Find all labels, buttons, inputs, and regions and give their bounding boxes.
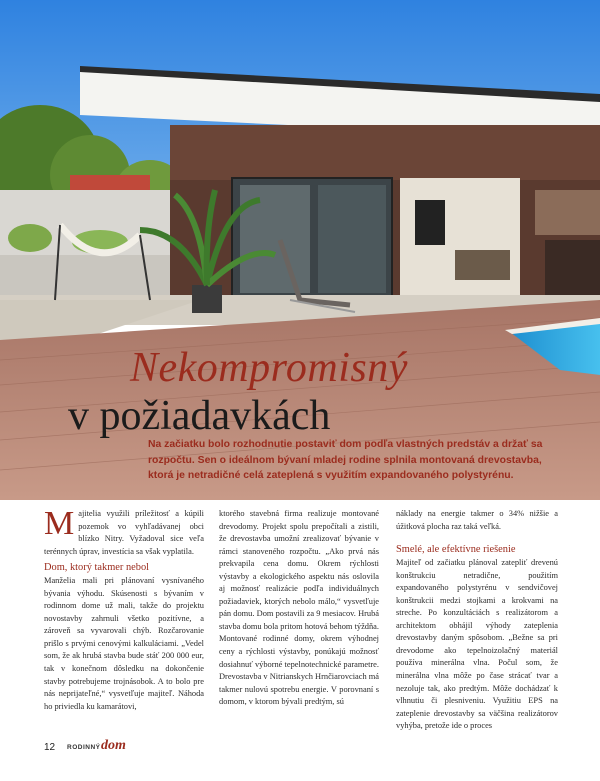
magazine-brand-small: RODINNÝ (67, 744, 101, 751)
magazine-brand-logo: dom (101, 738, 126, 753)
text-column-2 (219, 508, 379, 709)
article-title-line1: Nekompromisný (130, 345, 408, 391)
subheading-2: Smelé, ale efektívne riešenie (396, 544, 516, 556)
text-column-3 (396, 508, 558, 733)
subheading-1: Dom, ktorý takmer nebol (44, 562, 150, 574)
paragraph-4: náklady na energie takmer o 34% nižšie a úžitková plocha raz taká veľká. (396, 509, 558, 531)
article-title-line2: v požiadavkách (68, 393, 331, 439)
drop-cap: M (44, 505, 75, 542)
paragraph-2: Manželia mali pri plánovaní vysnívaného bývania výhodu. Skúsenosti s bývaním v rodinnom dome už mali, takže do projektu novostavby zahrnuli všetko pozitívne, a zároveň sa vyvarovali chýb. Rozčarovanie prišlo s prvými cenovými kalkuláciami. „Vedel som, že ak hrubá stavba bude stáť 200 000 eur, tak v konečnom dôsledku na dokončenie stavby potrebujeme trojnásobok. A to bolo pre nás neprijateľné,“ vysvetľuje majiteľ. Náhoda ho priviedla ku kamarátovi, (44, 576, 204, 711)
paragraph-5: Majiteľ od začiatku plánoval zatepliť drevenú konštrukciu netradične, použitím expandovaného polystyrénu v sendvičovej konštrukcii medzi stojkami a krokvami na streche. Po konzultáciách s realizátorom a architektom obhájil výhody zateplenia drevostavby daným spôsobom. „Bežne sa pri drevodome ako tepelnoizolačný materiál používa minerálna vlna. Počul som, že minerálna vlna môže po čase strácať tvar a nezoluje tak, ako predtým. Môže dochádzať k vlhnutiu či plesniveniu. Využitiu EPS na zateplenie drevostavby sa väčšina realizátorov vyhýba, pretože ide o proces (396, 558, 558, 731)
page-number: 12 (44, 742, 56, 753)
article-lead: Na začiatku bolo rozhodnutie postaviť dom podľa vlastných predstáv a držať sa rozpočtu. Sen o ideálnom bývaní mladej rodine splnila montovaná drevostavba, ktorá je netradičné celá zateplená s využitím expandovaného polystyrénu. (148, 439, 543, 481)
text-column-1 (44, 505, 204, 713)
paragraph-3: ktorého stavebná firma realizuje montované drevodomy. Projekt spolu prepočítali a zistili, že drevostavba umožní zrealizovať bývanie v rámci stanoveného rozpočtu. „Ako prvá nás prekvapila cena domu. Okrem rýchlosti výstavby a ekologického aspektu nás oslovila aj možnosť realizácie podľa individuálnych požiadaviek, ktorých nebolo málo,“ vysvetľuje pán domu. Dom postavili za 9 mesiacov. Hrubá stavba domu bola pritom hotová behom týždňa. Montované rodinné domy, okrem výhodnej ceny a rýchlosti výstavby, ponúkajú možnosť dosiahnuť výborné tepelnotechnické parametre. Drevostavba v Nitrianskych Hrnčiarovciach má takmer nulovú spotrebu energie. V porovnaní s domom, v ktorom bývali predtým, sú (219, 509, 379, 707)
paragraph-intro: ajitelia využili príležitosť a kúpili pozemok vo vyhľadávanej obci blízko Nitry. Vyžadoval sice veľa terénnych úprav, investícia sa však vyplatila. (44, 509, 204, 556)
